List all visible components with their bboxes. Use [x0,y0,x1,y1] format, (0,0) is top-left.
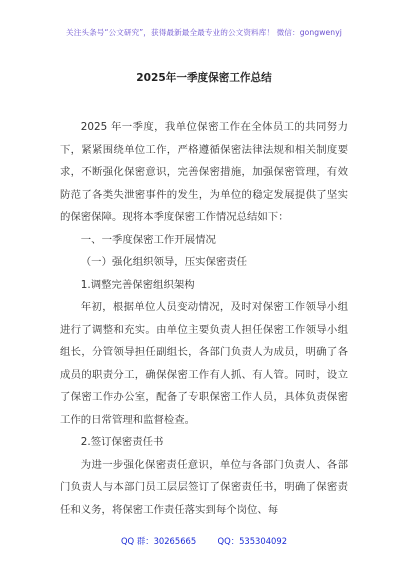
item-heading-1: 1.调整完善保密组织架构 [80,278,195,291]
document-title: 2025年一季度保密工作总结 [136,72,272,84]
footer-contact [0,535,408,547]
item-heading-2: 2.签订保密责任书 [80,436,164,448]
footer-qq-number: QQ：535304092 [217,536,288,546]
section-heading-1: 一、一季度保密工作开展情况 [80,233,216,246]
body-paragraph-2: 为进一步强化保密责任意识，单位与各部门负责人、各部门负责人与本部门员工层层签订了保密责任书，明确了保密责任和义务，将保密工作责任落实到每个岗位、每 [60,458,348,516]
header-banner: 关注头条号“公文研究”，获得最新最全最专业的公文资料库！ 微信：gongwenyj [66,28,342,37]
subsection-heading-1: （一）强化组织领导，压实保密责任 [80,256,248,268]
footer-qq-group: QQ 群：30265665 [120,536,197,546]
intro-paragraph: 2025 年一季度，我单位保密工作在全体员工的共同努力下，紧紧围绕单位工作，严格遵循保密法律法规和相关制度要求，不断强化保密意识，完善保密措施，加强保密管理，有效防范了各类失泄密事件的发生，为单位的稳定发展提供了坚实的保密保障。现将本季度保密工作情况总结如下： [60,121,348,223]
document-body [60,116,348,521]
body-paragraph-1: 年初，根据单位人员变动情况，及时对保密工作领导小组进行了调整和充实。由单位主要负责人担任保密工作领导小组组长，分管领导担任副组长，各部门负责人为成员，明确了各成员的职责分工，确保保密工作有人抓、有人管。同时，设立了保密工作办公室，配备了专职保密工作人员，具体负责保密工作的日常管理和监督检查。 [60,301,348,426]
